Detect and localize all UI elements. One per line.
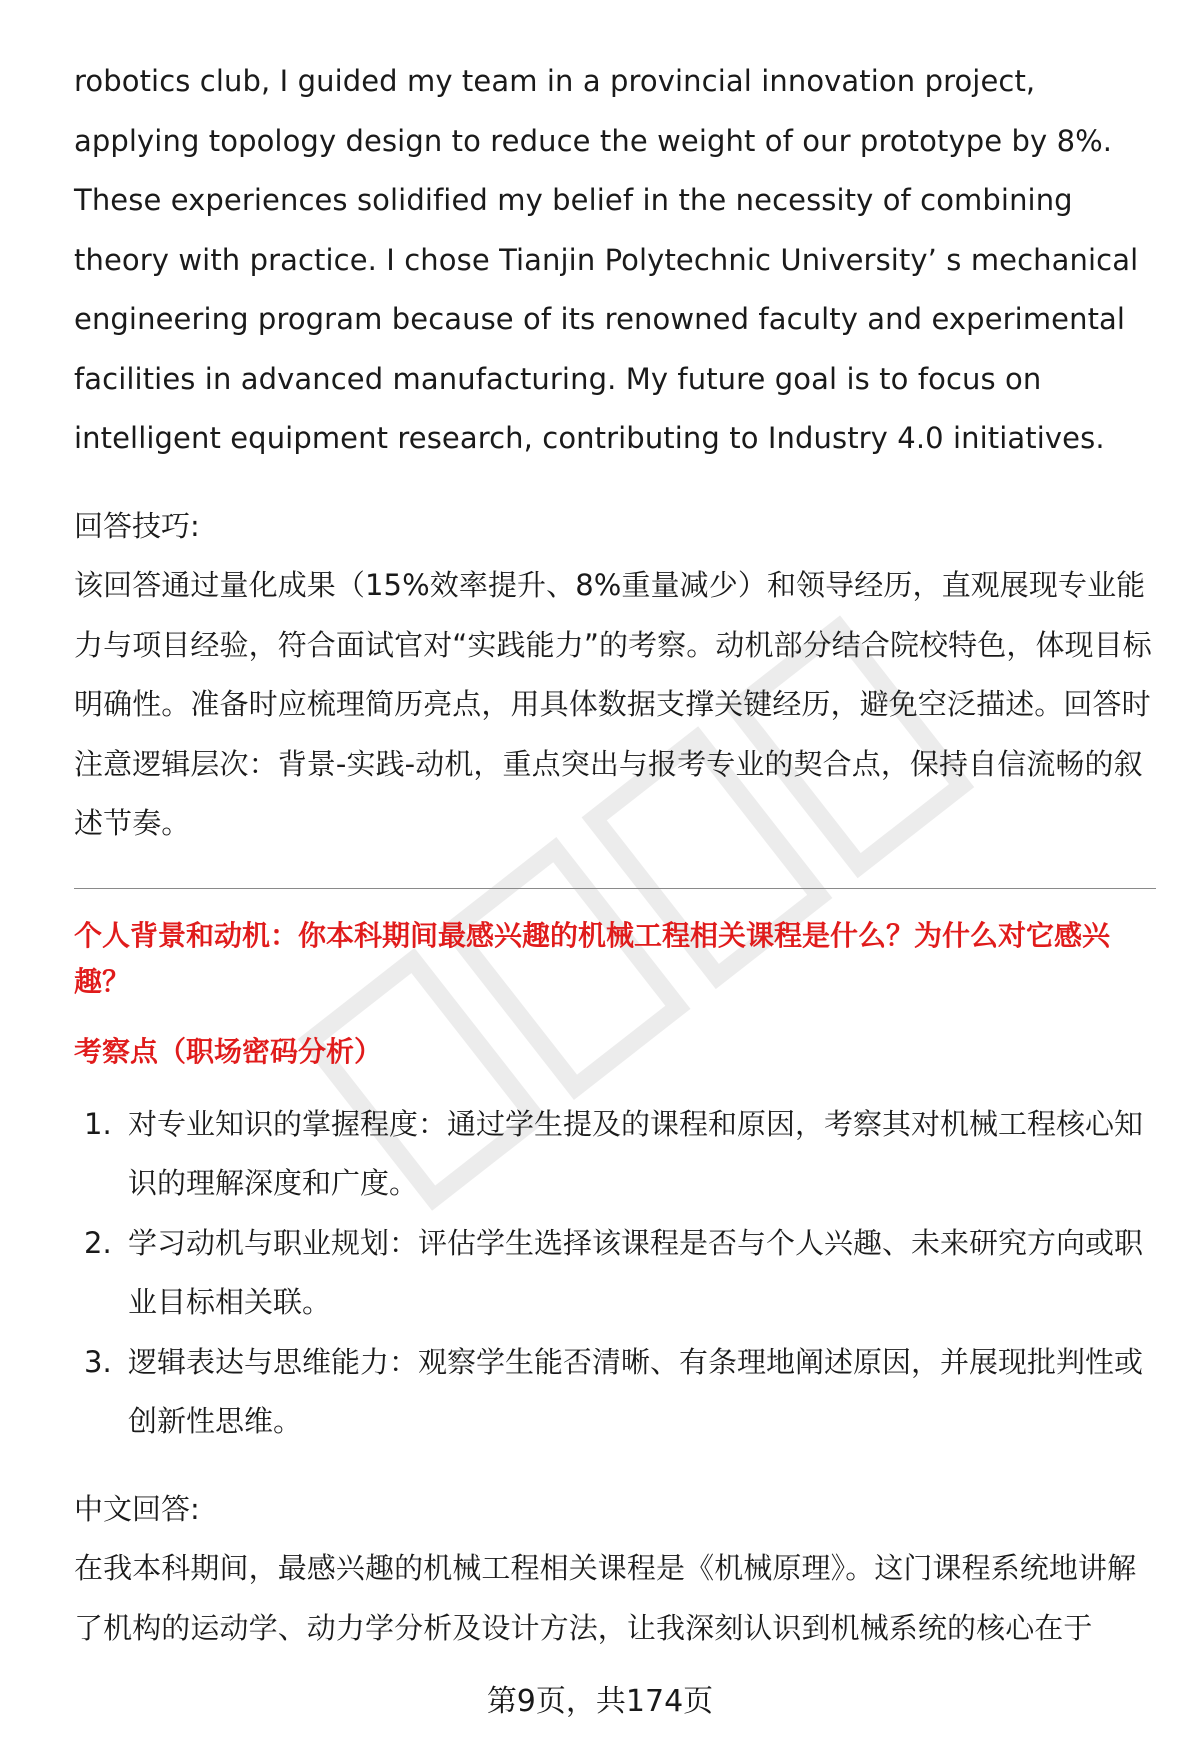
section-divider <box>74 888 1156 889</box>
document-page <box>74 52 1154 1658</box>
focus-list <box>74 1095 1154 1452</box>
tips-text: 该回答通过量化成果（15%效率提升、8%重量减少）和领导经历，直观展现专业能力与项目经验，符合面试官对“实践能力”的考察。动机部分结合院校特色，体现目标明确性。准备时应梳理简历亮点，用具体数据支撑关键经历，避免空泛描述。回答时注意逻辑层次：背景-实践-动机，重点突出与报考专业的契合点，保持自信流畅的叙述节奏。 <box>74 568 1152 840</box>
list-item-text: 学习动机与职业规划：评估学生选择该课程是否与个人兴趣、未来研究方向或职业目标相关联。 <box>128 1225 1144 1319</box>
list-item-text: 对专业知识的掌握程度：通过学生提及的课程和原因，考察其对机械工程核心知识的理解深度和广度。 <box>128 1106 1144 1200</box>
list-number: 3. <box>84 1344 112 1379</box>
intro-paragraph: robotics club, I guided my team in a provincial innovation project, applying topology design to reduce the weight of our prototype by 8%. These experiences solidified my belief in the necessity of combining theory with practice. I chose Tianjin Polytechnic University’ s mechanical engineering program because of its renowned faculty and experimental facilities in advanced manufacturing. My future goal is to focus on intelligent equipment research, contributing to Industry 4.0 initiatives. <box>74 64 1139 455</box>
list-number: 2. <box>84 1225 112 1260</box>
list-item <box>74 1095 1154 1214</box>
list-item <box>74 1333 1154 1452</box>
list-number: 1. <box>84 1106 112 1141</box>
chinese-answer-label: 中文回答: <box>74 1491 200 1526</box>
list-item-text: 逻辑表达与思维能力：观察学生能否清晰、有条理地阐述原因，并展现批判性或创新性思维。 <box>128 1344 1144 1438</box>
question-heading: 个人背景和动机：你本科期间最感兴趣的机械工程相关课程是什么？为什么对它感兴趣？ <box>74 918 1111 998</box>
tips-label: 回答技巧: <box>74 508 200 543</box>
page-footer: 第9页，共174页 <box>486 1684 714 1719</box>
list-item <box>74 1214 1154 1333</box>
focus-title: 考察点（职场密码分析） <box>74 1034 383 1068</box>
chinese-answer-text: 在我本科期间，最感兴趣的机械工程相关课程是《机械原理》。这门课程系统地讲解了机构的运动学、动力学分析及设计方法，让我深刻认识到机械系统的核心在于 <box>74 1551 1137 1645</box>
